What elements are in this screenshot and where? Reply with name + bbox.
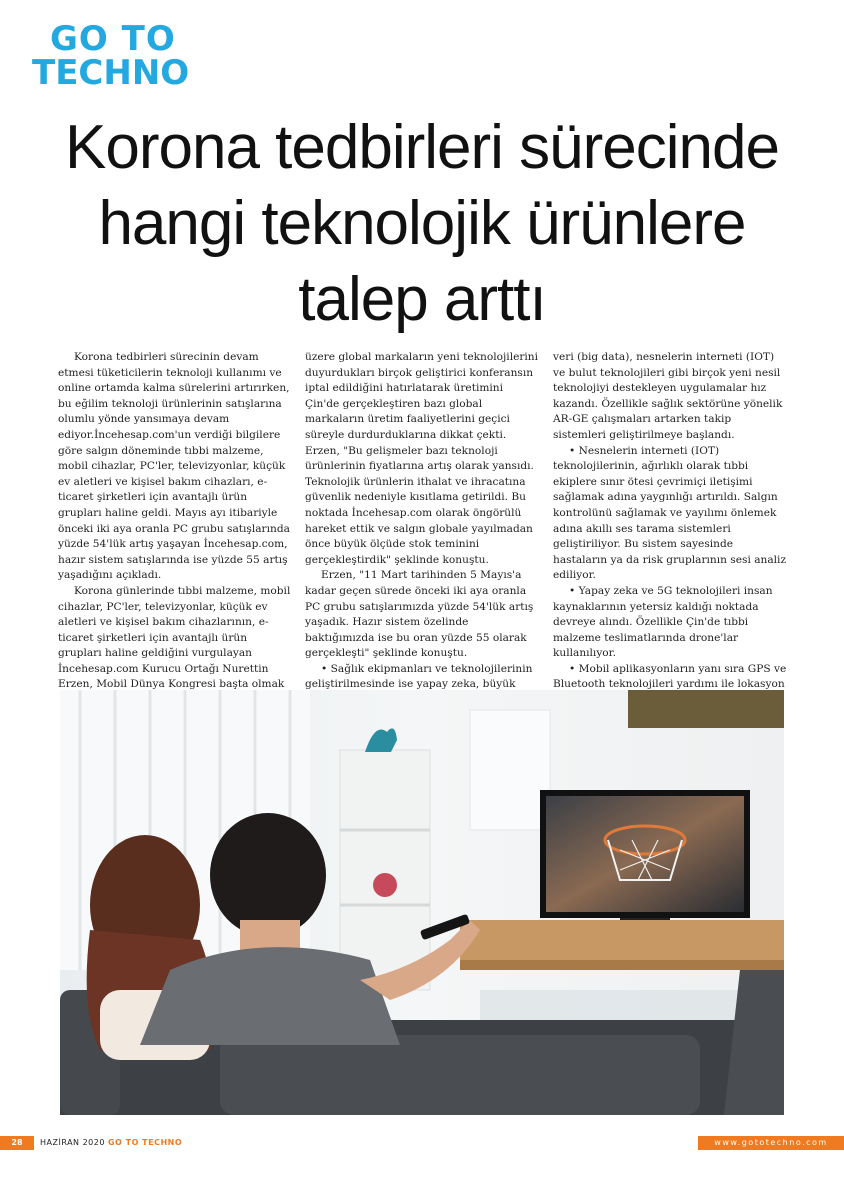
- magazine-name: GO TO TECHNO: [107, 1138, 183, 1147]
- living-room-photo-illustration: [60, 690, 784, 1115]
- paragraph: veri (big data), nesnelerin interneti (IOT) ve bulut teknolojileri gibi birçok yeni nesil teknolojiyi destekleyen uygulamalar hız kazandı. Özellikle sağlık sektörüne yönelik AR-GE çalışmaları artarken takip sistemleri geliştirilmeye başlandı.: [553, 351, 783, 441]
- paragraph: • Mobil aplikasyonların yanı sıra GPS ve Bluetooth teknolojileri yardımı ile lokasyon: [553, 662, 787, 691]
- article-column-1: [58, 350, 292, 693]
- website-url[interactable]: www.gototechno.com: [698, 1136, 844, 1150]
- paragraph: • Nesnelerin interneti (IOT) teknolojilerinin, ağırlıklı olarak tıbbi ekiplere sınır ötesi çevrimiçi iletişimi sağlamak adına yaygınlığı artırıldı. Salgın kontrolünü sağlamak ve yayılımı önlemek adına akıllı ses tarama sistemleri geliştiriliyor. Bu sistem sayesinde hastaların ya da risk gruplarının sesi analiz ediliyor.: [553, 444, 787, 582]
- paragraph: • Yapay zeka ve 5G teknolojileri insan kaynaklarının yetersiz kaldığı noktada devreye alındı. Özellikle Çin'de tıbbi malzeme teslimatlarında drone'lar kullanılıyor.: [553, 584, 773, 660]
- page-number: 28: [0, 1136, 34, 1150]
- page-footer: [0, 1136, 844, 1150]
- article-column-2: [305, 350, 539, 693]
- article-headline: Korona tedbirleri sürecinde hangi teknolojik ürünlere talep arttı: [65, 113, 779, 334]
- paragraph: Korona günlerinde tıbbi malzeme, mobil cihazlar, PC'ler, televizyonlar, küçük ev aletleri ve kişisel bakım cihazlarının, e-ticaret şirketleri için avantajlı ürün grupları haline geldiğini vurgulayan İncehesap.com Kurucu Ortağı Nurettin Erzen, Mobil Dünya Kongresi başta olmak: [58, 584, 291, 691]
- article-column-3: [553, 350, 787, 709]
- issue-date: HAZİRAN 2020: [40, 1138, 105, 1147]
- brand-logo: [32, 19, 202, 93]
- paragraph: • Sağlık ekipmanları ve teknolojilerinin geliştirilmesinde ise yapay zeka, büyük: [305, 662, 533, 691]
- paragraph: Korona tedbirleri sürecinin devam etmesi tüketicilerin teknoloji kullanımı ve online ortamda kalma sürelerini artırırken, bu eğilim teknoloji ürünlerinin satışlarına olumlu yönde yansımaya devam ediyor.İncehesap.com'un verdiği bilgilere göre salgın döneminde tıbbi malzeme, mobil cihazlar, PC'ler, televizyonlar, küçük ev aletleri ve kişisel bakım cihazları, e-ticaret şirketleri için avantajlı ürün grupları haline geldi. Mayıs ayı itibariyle önceki iki aya oranla PC grubu satışlarında yüzde 54'lük artış yaşayan İncehesap.com, hazır sistem satışlarında ise yüzde 55 artış yaşadığını açıkladı.: [58, 351, 290, 582]
- brand-logo-line2: TECHNO: [32, 53, 190, 93]
- paragraph: Erzen, "11 Mart tarihinden 5 Mayıs'a kadar geçen sürede önceki iki aya oranla PC grubu satışlarımızda yüzde 54'lük artış yaşadık. Hazır sistem özelinde baktığımızda ise bu oran yüzde 55 olarak gerçekleşti" şeklinde konuştu.: [305, 569, 534, 660]
- article-photo: [60, 690, 784, 1115]
- paragraph: üzere global markaların yeni teknolojilerini duyurdukları birçok geliştirici konferansın iptal edildiğini hatırlatarak üretimini Çin'de gerçekleştiren bazı global markaların üretim faaliyetlerini geçici süreyle durdurduklarına dikkat çekti. Erzen, "Bu gelişmeler bazı teknoloji ürünlerinin fiyatlarına artış olarak yansıdı. Teknolojik ürünlerin ithalat ve ihracatına güvenlik nedeniyle kısıtlama getirildi. Bu noktada İncehesap.com olarak öngörülü hareket ettik ve salgın globale yayılmadan önce büyük ölçüde stok teminini gerçekleştirdik" şeklinde konuştu.: [305, 351, 539, 566]
- brand-logo-line1: GO TO: [50, 19, 176, 59]
- issue-info: [40, 1136, 182, 1150]
